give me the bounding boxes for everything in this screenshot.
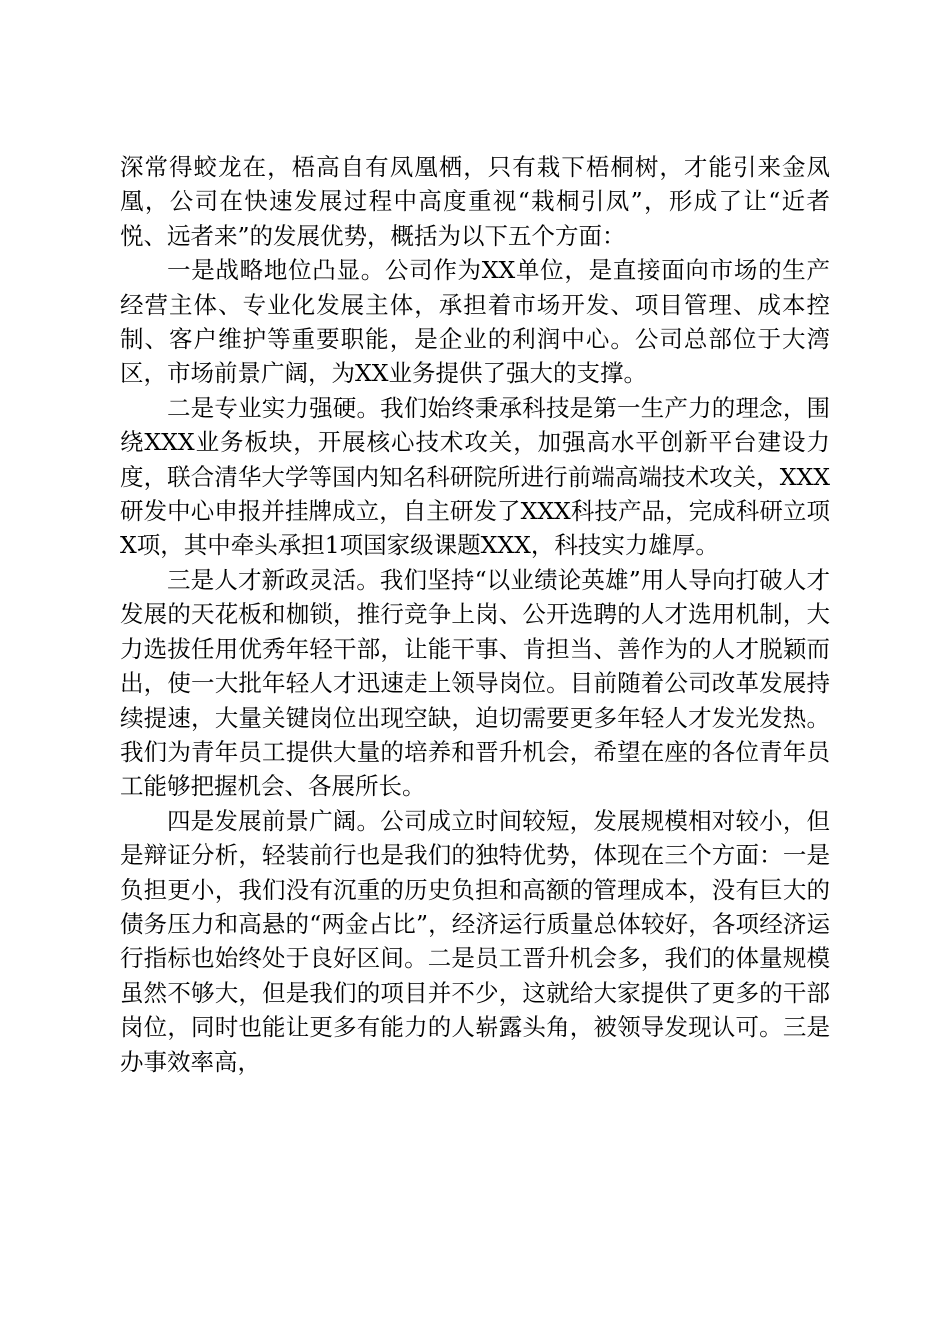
paragraph-development-prospects: 四是发展前景广阔。公司成立时间较短，发展规模相对较小，但是辩证分析，轻装前行也是我们的独特优势，体现在三个方面：一是负担更小，我们没有沉重的历史负担和高额的管理成本，没有巨大的债务压力和高悬的“两金占比”，经济运行质量总体较好，各项经济运行指标也始终处于良好区间。二是员工晋升机会多，我们的体量规模虽然不够大，但是我们的项目并不少，这就给大家提供了更多的干部岗位，同时也能让更多有能力的人崭露头角，被领导发现认可。三是办事效率高，: [120, 806, 830, 1076]
paragraph-strategic-position: 一是战略地位凸显。公司作为XX单位，是直接面向市场的生产经营主体、专业化发展主体，承担着市场开发、项目管理、成本控制、客户维护等重要职能，是企业的利润中心。公司总部位于大湾区，市场前景广阔，为XX业务提供了强大的支撑。: [120, 256, 830, 388]
paragraph-talent-policy: 三是人才新政灵活。我们坚持“以业绩论英雄”用人导向打破人才发展的天花板和枷锁，推行竞争上岗、公开选聘的人才选用机制，大力选拔任用优秀年轻干部，让能干事、肯担当、善作为的人才脱颖而出，使一大批年轻人才迅速走上领导岗位。目前随着公司改革发展持续提速，大量关键岗位出现空缺，迫切需要更多年轻人才发光发热。我们为青年员工提供大量的培养和晋升机会，希望在座的各位青年员工能够把握机会、各展所长。: [120, 565, 830, 801]
paragraph-professional-strength: 二是专业实力强硬。我们始终秉承科技是第一生产力的理念，围绕XXX业务板块，开展核心技术攻关，加强高水平创新平台建设力度，联合清华大学等国内知名科研院所进行前端高端技术攻关，XXX研发中心申报并挂牌成立，自主研发了XXX科技产品，完成科研立项X项，其中牵头承担1项国家级课题XXX，科技实力雄厚。: [120, 393, 830, 560]
paragraph-intro: 深常得蛟龙在，梧高自有凤凰栖，只有栽下梧桐树，才能引来金凤凰，公司在快速发展过程中高度重视“栽桐引凤”，形成了让“近者悦、远者来”的发展优势，概括为以下五个方面：: [120, 153, 830, 250]
document-body: [120, 150, 830, 1079]
